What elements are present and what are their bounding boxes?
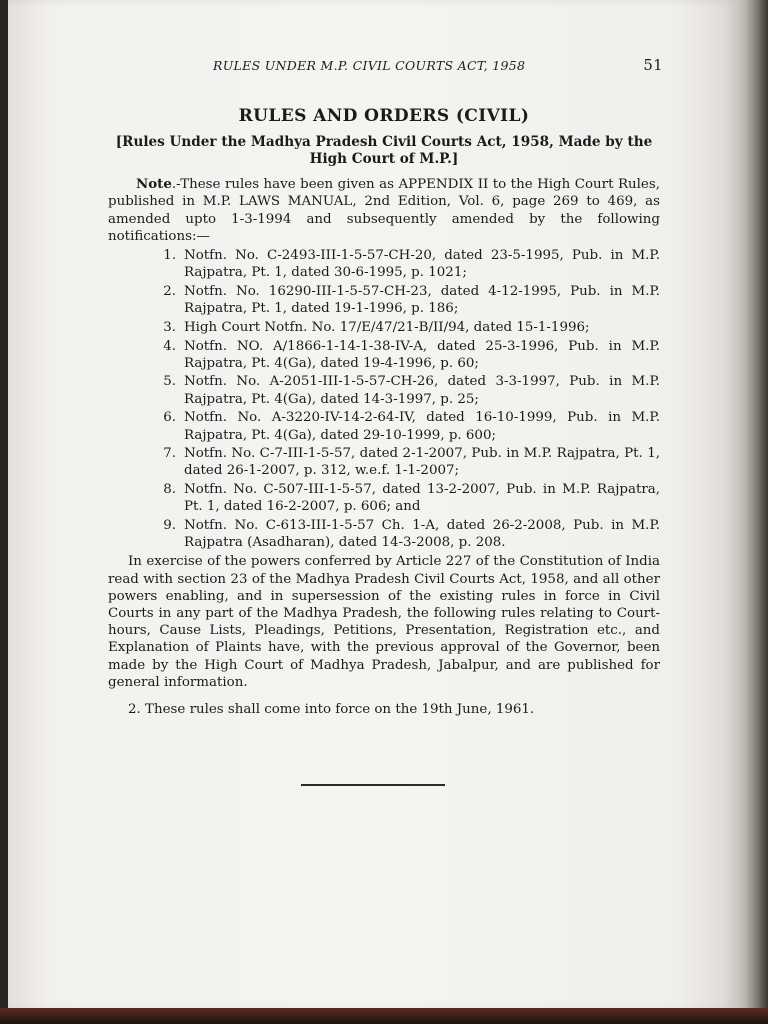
page-title: RULES AND ORDERS (CIVIL) (238, 106, 530, 126)
running-title: RULES UNDER M.P. CIVIL COURTS ACT, 1958 (213, 58, 526, 73)
page-edge (736, 0, 768, 1024)
list-item-number: 5. (163, 374, 176, 390)
list-item (108, 445, 660, 479)
section-divider (301, 784, 445, 786)
list-item-text: Notfn. No. C-507-III-1-5-57, dated 13-2-2007, Pub. in M.P. Rajpatra, Pt. 1, dated 16-2-2007, p. 606; and (184, 482, 660, 515)
note-text: .-These rules have been given as APPENDIX II to the High Court Rules, published in M.P. LAWS MANUAL, 2nd Edition, Vol. 6, page 269 to 469, as amended upto 1-3-1994 and subsequently amended by the following notifications:— (108, 177, 660, 244)
list-item-number: 4. (163, 338, 176, 354)
list-item (108, 481, 660, 515)
note-paragraph (108, 176, 660, 245)
list-item-text: Notfn. No. 16290-III-1-5-57-CH-23, dated 4-12-1995, Pub. in M.P. Rajpatra, Pt. 1, dated 19-1-1996, p. 186; (184, 283, 660, 317)
notification-list (108, 247, 660, 551)
running-header (213, 56, 663, 78)
list-item (108, 517, 660, 551)
book-cover-edge (0, 1008, 768, 1024)
list-item-text: Notfn. NO. A/1866-1-14-1-38-IV-A, dated 25-3-1996, Pub. in M.P. Rajpatra, Pt. 4(Ga), dated 19-4-1996, p. 60; (184, 338, 660, 371)
list-item (108, 338, 660, 372)
list-item (108, 247, 660, 281)
list-item-number: 1. (163, 248, 176, 264)
list-item-text: Notfn. No. C-2493-III-1-5-57-CH-20, dated 23-5-1995, Pub. in M.P. Rajpatra, Pt. 1, dated 30-6-1995, p. 1021; (184, 248, 660, 281)
list-item (108, 319, 660, 336)
list-item (108, 373, 660, 407)
list-item (108, 409, 660, 443)
list-item-text: High Court Notfn. No. 17/E/47/21-B/II/94, dated 15-1-1996; (184, 319, 590, 335)
list-item-text: Notfn. No. C-7-III-1-5-57, dated 2-1-2007, Pub. in M.P. Rajpatra, Pt. 1, dated 26-1-2007, p. 312, w.e.f. 1-1-2007; (184, 446, 660, 479)
page-number: 51 (643, 56, 663, 74)
list-item-text: Notfn. No. A-3220-IV-14-2-64-IV, dated 16-10-1999, Pub. in M.P. Rajpatra, Pt. 4(Ga), dated 29-10-1999, p. 600; (184, 410, 660, 443)
list-item-number: 7. (163, 446, 176, 462)
list-item-number: 3. (163, 319, 176, 335)
page-body (108, 108, 660, 718)
rule-2-paragraph: 2. These rules shall come into force on the 19th June, 1961. (128, 702, 535, 718)
list-item-number: 2. (163, 283, 176, 299)
list-item-text: Notfn. No. A-2051-III-1-5-57-CH-26, dated 3-3-1997, Pub. in M.P. Rajpatra, Pt. 4(Ga), dated 14-3-1997, p. 25; (184, 374, 660, 407)
list-item-number: 6. (163, 410, 176, 426)
list-item-number: 8. (163, 482, 176, 498)
page-subtitle: [Rules Under the Madhya Pradesh Civil Courts Act, 1958, Made by the High Court of M.P.] (115, 134, 653, 168)
book-page (8, 0, 736, 1010)
list-item-number: 9. (163, 518, 176, 534)
list-item-text: Notfn. No. C-613-III-1-5-57 Ch. 1-A, dated 26-2-2008, Pub. in M.P. Rajpatra (Asadharan), dated 14-3-2008, p. 208. (184, 518, 660, 551)
preamble-paragraph: In exercise of the powers conferred by Article 227 of the Constitution of India read with section 23 of the Madhya Pradesh Civil Courts Act, 1958, and all other powers enabling, and in supersession of the existing rules in force in Civil Courts in any part of the Madhya Pradesh, the following rules relating to Court-hours, Cause Lists, Pleadings, Petitions, Presentation, Registration etc., and Explanation of Plaints have, with the previous approval of the Governor, been made by the High Court of Madhya Pradesh, Jabalpur, and are published for general information. (108, 554, 660, 690)
list-item (108, 283, 660, 317)
note-label: Note (136, 176, 172, 193)
